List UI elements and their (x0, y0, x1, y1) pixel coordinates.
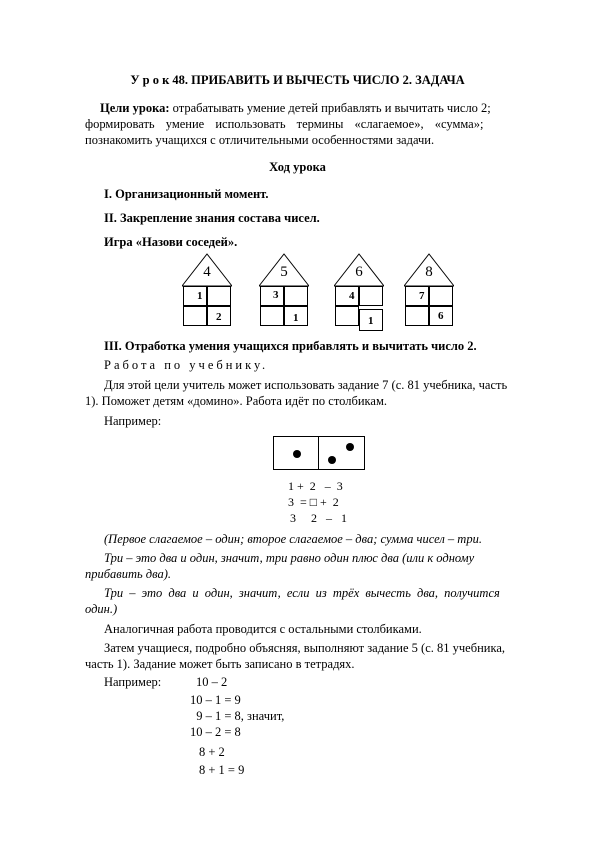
house-roof-number: 4 (203, 264, 211, 280)
number-house-1 (182, 253, 232, 333)
domino-divider (318, 437, 319, 469)
house-cell (207, 286, 231, 306)
house-cell: 4 (335, 286, 359, 306)
goals-line2: формировать умение использовать термины «слагаемое», «сумма»; (85, 117, 484, 131)
paragraph-1-line-1: Для этой цели учитель может использовать задание 7 (с. 81 учебника, часть (104, 378, 508, 392)
lesson-title: У р о к 48. ПРИБАВИТЬ И ВЫЧЕСТЬ ЧИСЛО 2. ЗАДАЧА (130, 73, 465, 87)
house-cell (405, 306, 429, 326)
expression: 10 – 2 = 8 (190, 725, 241, 739)
house-roof-number: 6 (355, 264, 363, 280)
paragraph-1-line-2: 1). Поможет детям «домино». Работа идёт по столбикам. (85, 394, 387, 408)
house-cell-card: 1 (359, 309, 383, 331)
house-cell (429, 286, 453, 306)
paragraph-3-line-1: Затем учащиеся, подробно объясняя, выполняют задание 5 (с. 81 учебника, (104, 641, 506, 655)
italic-line-4: Три – это два и один, значит, если из трёх вычесть два, получится (104, 586, 500, 600)
italic-line-3: прибавить два). (85, 567, 172, 581)
section-1-heading: I. Организационный момент. (104, 187, 269, 201)
domino-equation-2: 3 = □ + 2 (288, 495, 339, 509)
number-house-3 (334, 253, 384, 333)
house-cell (359, 286, 383, 306)
goals-text-1: отрабатывать умение детей прибавлять и вычитать число 2; (172, 101, 491, 115)
italic-line-2: Три – это два и один, значит, три равно один плюс два (или к одному (104, 551, 475, 565)
house-cell: 3 (260, 286, 284, 306)
game-title: Игра «Назови соседей». (104, 235, 238, 249)
domino-equation-1: 1 + 2 – 3 (288, 479, 343, 493)
domino-dot-icon (328, 456, 336, 464)
house-cell: 1 (284, 306, 308, 326)
house-cell: 7 (405, 286, 429, 306)
italic-line-1: (Первое слагаемое – один; второе слагаемое – два; сумма чисел – три. (104, 532, 482, 546)
domino-dot-icon (293, 450, 301, 458)
italic-line-5: один.) (85, 602, 118, 616)
paragraph-3-line-2: часть 1). Задание может быть записано в тетрадях. (85, 657, 355, 671)
domino-equation-3: 3 2 – 1 (290, 511, 347, 525)
house-cell (183, 306, 207, 326)
domino-dot-icon (346, 443, 354, 451)
example-label: Например: (104, 414, 162, 428)
house-cell (284, 286, 308, 306)
expression: 8 + 2 (199, 745, 225, 759)
section-2-heading: II. Закрепление знания состава чисел. (104, 211, 320, 225)
example-2-label: Например: (104, 675, 162, 689)
house-cell: 2 (207, 306, 231, 326)
course-heading: Ход урока (269, 160, 326, 174)
goals-label: Цели урока: (100, 101, 170, 115)
expression: 9 – 1 = 8, значит, (190, 709, 285, 723)
work-label: Работа по учебнику. (104, 358, 269, 372)
goals-line1 (100, 100, 491, 116)
house-cell (260, 306, 284, 326)
house-cell (335, 306, 359, 326)
expression: 10 – 1 = 9 (190, 693, 241, 707)
house-roof-number: 8 (425, 264, 433, 280)
number-house-4 (404, 253, 454, 333)
domino-card (273, 436, 365, 470)
section-3-heading: III. Отработка умения учащихся прибавлять и вычитать число 2. (104, 339, 477, 353)
house-roof-number: 5 (280, 264, 288, 280)
paragraph-2: Аналогичная работа проводится с остальными столбиками. (104, 622, 422, 636)
expression: 10 – 2 (196, 675, 228, 689)
goals-line3: познакомить учащихся с отличительными особенностями задачи. (85, 133, 435, 147)
house-cell: 1 (183, 286, 207, 306)
expression: 8 + 1 = 9 (199, 763, 245, 777)
number-house-2 (259, 253, 309, 333)
house-cell: 6 (429, 306, 453, 326)
